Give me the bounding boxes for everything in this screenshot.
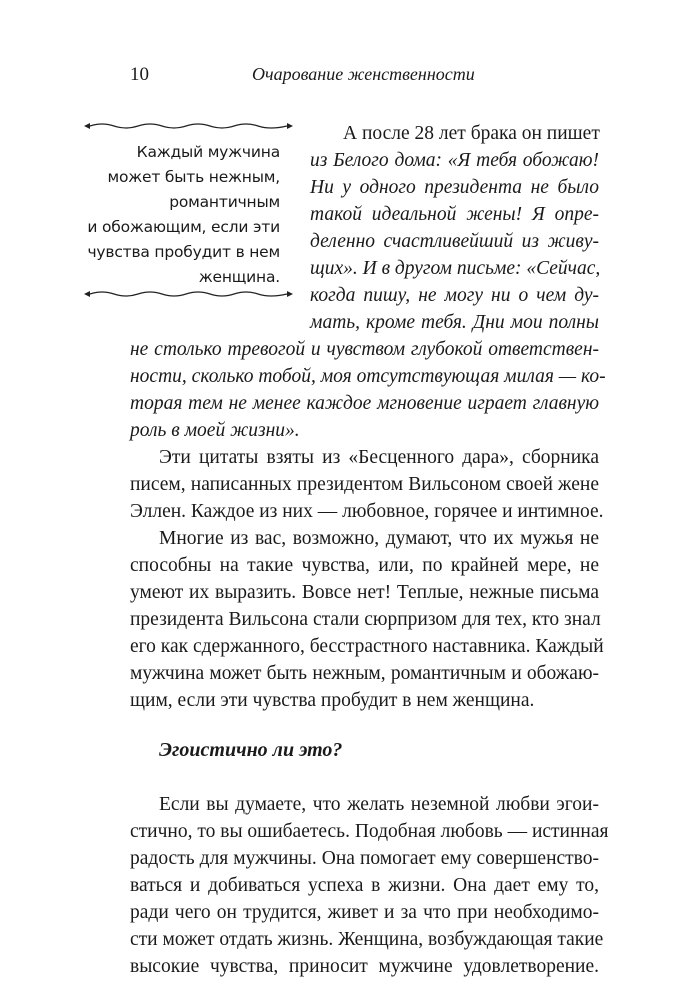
body-line: А после 28 лет брака он пишет: [343, 123, 600, 144]
body-line: щим, если эти чувства пробудит в нем женщина.: [130, 690, 535, 711]
body-line: сти может отдать жизнь. Женщина, возбуждающая такие: [130, 929, 604, 950]
page-header: [0, 64, 681, 88]
body-line: Если вы думаете, что желать неземной любви эгои-: [159, 794, 599, 815]
body-line: роль в моей жизни».: [130, 420, 300, 441]
pull-quote-line: и обожающим, если эти: [87, 218, 280, 236]
body-line: Ни у одного президента не было: [310, 177, 599, 198]
body-line: Эллен. Каждое из них — любовное, горячее и интимное.: [130, 501, 604, 522]
running-title: Очарование женственности: [252, 64, 475, 84]
pull-quote-line: Каждый мужчина: [136, 143, 280, 161]
body-line: из Белого дома: «Я тебя обожаю!: [310, 150, 599, 171]
body-line: высокие чувства, приносит мужчине удовлетворение.: [130, 956, 599, 977]
body-line: деленно счастливейший из живу-: [310, 231, 599, 252]
body-line: мужчина может быть нежным, романтичным и обожаю-: [130, 663, 599, 684]
body-line: умеют их выразить. Вовсе нет! Теплые, нежные письма: [130, 582, 599, 603]
body-line: писем, написанных президентом Вильсоном своей жене: [130, 474, 599, 495]
body-line: когда пишу, не могу ни о чем ду-: [310, 285, 599, 306]
body-line: стично, то вы ошибаетесь. Подобная любовь — истинная: [130, 821, 609, 842]
body-line: ваться и добиваться успеха в жизни. Она дает ему то,: [130, 875, 599, 896]
ornament-divider-top: [82, 121, 295, 131]
body-line: радость для мужчины. Она помогает ему совершенство-: [130, 848, 599, 869]
body-line: мать, кроме тебя. Дни мои полны: [310, 312, 599, 333]
body-line: ности, сколько тобой, моя отсутствующая милая — ко-: [130, 366, 606, 387]
pull-quote: [82, 140, 280, 290]
body-line: щих». И в другом письме: «Сейчас,: [310, 258, 601, 279]
pull-quote-line: романтичным: [169, 193, 280, 211]
pull-quote-line: женщина.: [198, 268, 280, 286]
pull-quote-line: чувства пробудит в нем: [87, 243, 280, 261]
section-heading: Эгоистично ли это?: [159, 739, 343, 761]
body-line: не столько тревогой и чувством глубокой ответствен-: [130, 339, 599, 360]
page-number: 10: [130, 64, 149, 85]
ornament-divider-bottom: [82, 289, 295, 299]
body-line: торая тем не менее каждое мгновение играет главную: [130, 393, 599, 414]
body-line: президента Вильсона стали сюрпризом для тех, кто знал: [130, 609, 601, 630]
body-line: ради чего он трудится, живет и за что при необходимо-: [130, 902, 599, 923]
body-line: способны на такие чувства, или, по крайней мере, не: [130, 555, 599, 576]
body-line: его как сдержанного, бесстрастного наставника. Каждый: [130, 636, 604, 657]
pull-quote-line: может быть нежным,: [107, 168, 280, 186]
body-line: такой идеальной жены! Я опре-: [310, 204, 599, 225]
body-line: Многие из вас, возможно, думают, что их мужья не: [159, 528, 599, 549]
body-line: Эти цитаты взяты из «Бесценного дара», сборника: [159, 447, 599, 468]
